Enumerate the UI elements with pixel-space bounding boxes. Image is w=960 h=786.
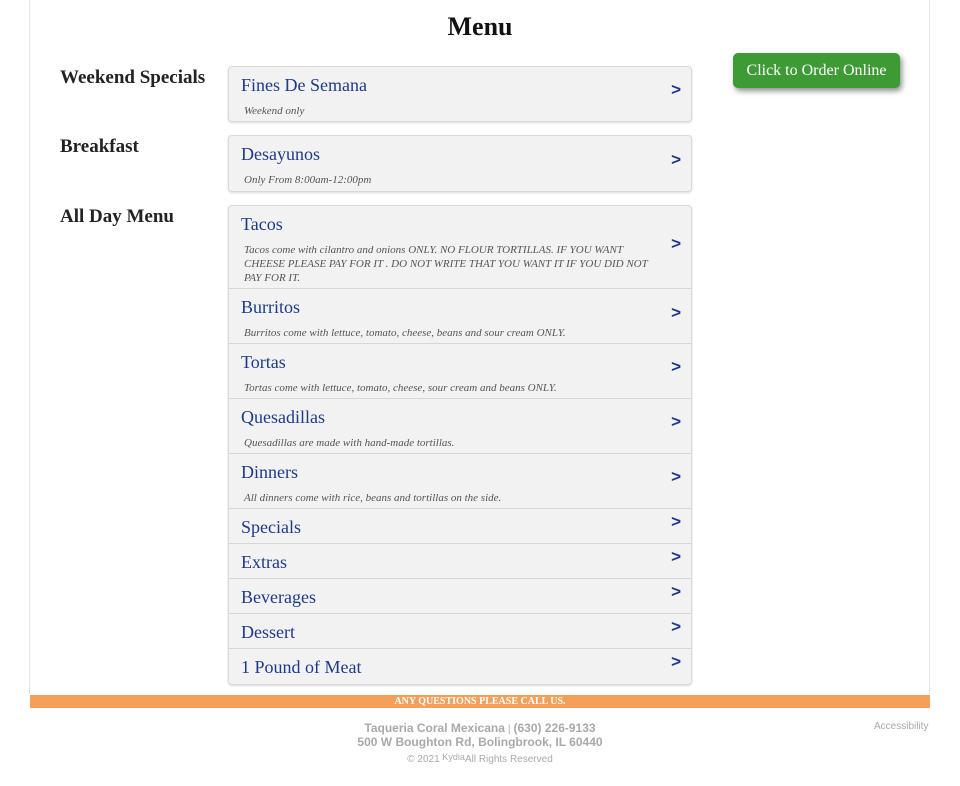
menu-item-name: Beverages xyxy=(241,587,316,607)
menu-item-name: Fines De Semana xyxy=(241,75,367,95)
chevron-right-icon: > xyxy=(671,234,681,253)
menu-item-name: Tacos xyxy=(241,214,283,234)
footer-business-name[interactable]: Taqueria Coral Mexicana xyxy=(364,721,505,735)
menu-item-description: Weekend only xyxy=(244,105,305,117)
footer-separator: | xyxy=(507,724,511,735)
page-title: Menu xyxy=(447,12,513,41)
section-title-all-day-menu: All Day Menu xyxy=(60,206,174,227)
menu-item-dinners[interactable] xyxy=(229,454,691,509)
chevron-right-icon: > xyxy=(671,467,681,486)
menu-item-description: Tacos come with cilantro and onions ONLY. NO FLOUR TORTILLAS. IF YOU WANT CHEESE PLEASE PAY FOR IT . DO NOT WRITE THAT YOU WANT IT IF YOU DID NOT PAY FOR IT. xyxy=(244,244,648,284)
footer-phone[interactable]: (630) 226-9133 xyxy=(513,721,596,735)
chevron-right-icon: > xyxy=(671,357,681,376)
menu-item-1-pound-of-meat[interactable] xyxy=(229,649,691,684)
menu-item-burritos[interactable] xyxy=(229,289,691,344)
menu-item-desayunos[interactable] xyxy=(229,136,691,191)
menu-item-description: Burritos come with lettuce, tomato, cheese, beans and sour cream ONLY. xyxy=(244,327,566,339)
call-us-banner: ANY QUESTIONS PLEASE CALL US. xyxy=(30,695,930,708)
menu-item-description: Quesadillas are made with hand-made tortillas. xyxy=(244,437,455,449)
menu-item-name: Burritos xyxy=(241,297,301,317)
breakfast-group xyxy=(228,135,692,192)
menu-item-name: Dinners xyxy=(241,462,298,482)
menu-item-name: Quesadillas xyxy=(241,407,325,427)
weekend-specials-group xyxy=(228,66,692,122)
all-day-menu-group xyxy=(228,205,692,685)
menu-item-name: 1 Pound of Meat xyxy=(241,657,362,677)
menu-item-specials[interactable] xyxy=(229,509,691,544)
chevron-right-icon: > xyxy=(671,150,681,169)
section-title-breakfast: Breakfast xyxy=(60,136,139,157)
menu-item-fines-de-semana[interactable] xyxy=(229,67,691,121)
menu-item-name: Desayunos xyxy=(241,144,320,164)
menu-item-extras[interactable] xyxy=(229,544,691,579)
menu-item-dessert[interactable] xyxy=(229,614,691,649)
order-online-button[interactable]: Click to Order Online xyxy=(733,53,900,88)
footer-copyright xyxy=(0,752,960,765)
chevron-right-icon: > xyxy=(671,512,681,531)
menu-item-beverages[interactable] xyxy=(229,579,691,614)
chevron-right-icon: > xyxy=(671,617,681,636)
menu-item-quesadillas[interactable] xyxy=(229,399,691,454)
rights-text: All Rights Reserved xyxy=(464,754,553,765)
menu-item-description: Tortas come with lettuce, tomato, cheese, sour cream and beans ONLY. xyxy=(244,382,557,394)
menu-item-name: Dessert xyxy=(241,622,295,642)
kydia-link[interactable]: Kydia xyxy=(442,752,465,762)
menu-item-description: All dinners come with rice, beans and tortillas on the side. xyxy=(244,492,502,504)
chevron-right-icon: > xyxy=(671,80,681,99)
chevron-right-icon: > xyxy=(671,412,681,431)
footer-address[interactable]: 500 W Boughton Rd, Bolingbrook, IL 60440 xyxy=(357,735,603,749)
section-title-weekend-specials: Weekend Specials xyxy=(60,67,206,88)
menu-item-name: Extras xyxy=(241,552,287,572)
accessibility-link[interactable]: Accessibility xyxy=(874,721,929,732)
chevron-right-icon: > xyxy=(671,547,681,566)
menu-item-tortas[interactable] xyxy=(229,344,691,399)
chevron-right-icon: > xyxy=(671,652,681,671)
chevron-right-icon: > xyxy=(671,582,681,601)
menu-item-description: Only From 8:00am-12:00pm xyxy=(244,174,372,186)
menu-item-name: Specials xyxy=(241,517,301,537)
menu-item-name: Tortas xyxy=(241,352,286,372)
footer-contact xyxy=(0,721,960,735)
copyright-text: © 2021 xyxy=(407,754,440,765)
chevron-right-icon: > xyxy=(671,303,681,322)
menu-item-tacos[interactable] xyxy=(229,206,691,289)
